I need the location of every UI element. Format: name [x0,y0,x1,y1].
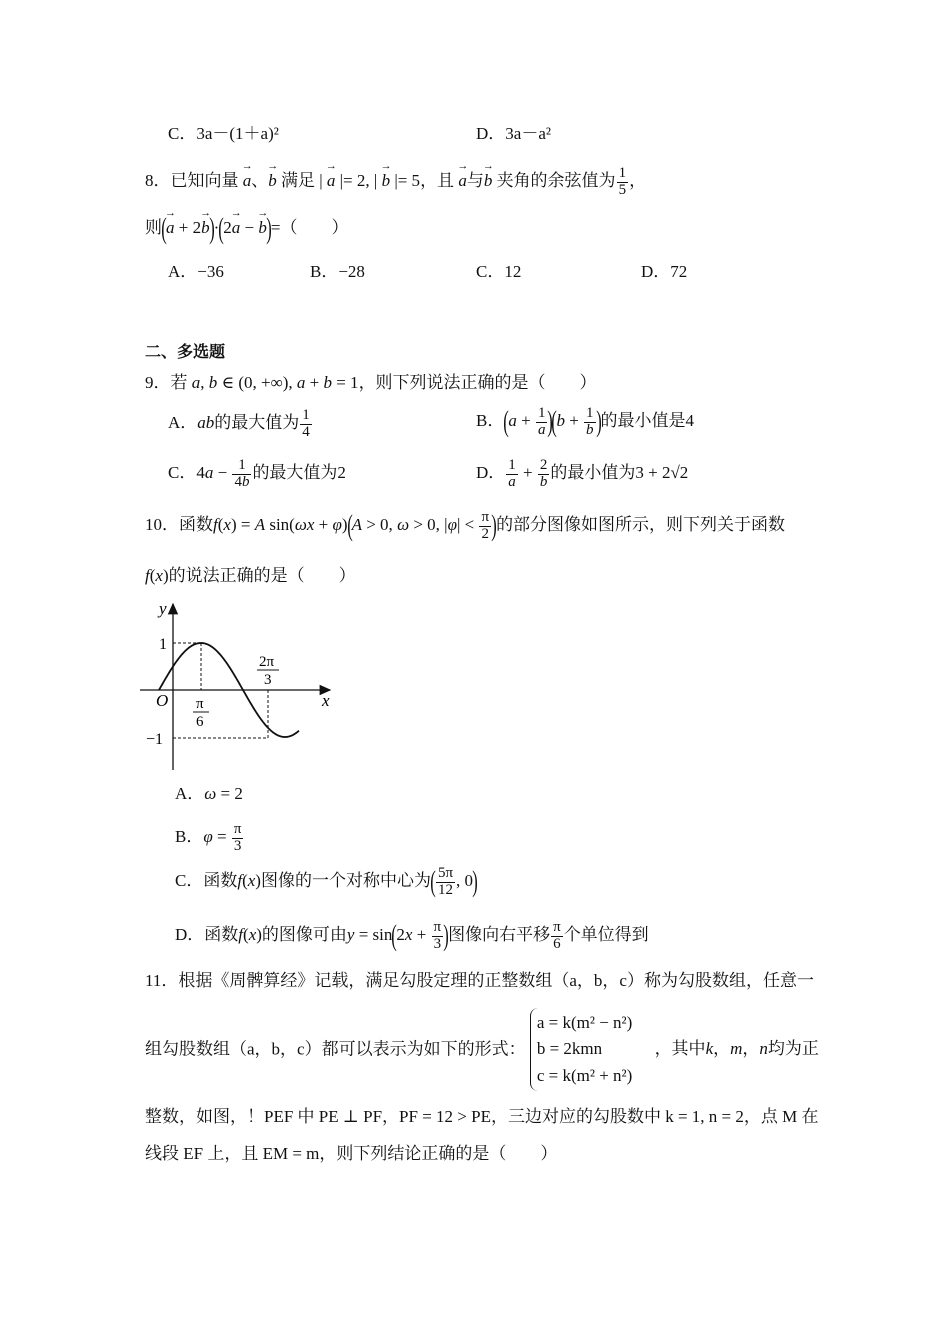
q7-option-d: D．3a－a² [476,124,551,143]
tick-pi6-num: π [196,696,204,712]
q10-option-b: B．φ = $\frac{\pi}{3}$ [175,821,242,854]
tick-pi6-den: 6 [196,714,204,730]
tick-neg1: −1 [146,731,164,748]
q8-stem-line1: 8．已知向量 → a、→ b 满足 | → a |= 2, | → b |= 5，且 → a与→ b 夹角的余弦值为 $\frac{1}{5}$ ， [145,166,646,199]
q8-option-b: B．−28 [310,262,365,281]
q11-stem-line2: 组勾股数组（a，b，c）都可以表示为如下的形式： a = k(m² − n²) b = 2kmn c = k(m² + n²) ，其中k，m，n均为正 [145,1008,819,1091]
q11-stem-line1: 11．根据《周髀算经》记载，满足勾股定理的正整数组（a，b，c）称为勾股数组，任意一 [145,971,814,990]
section-heading: 二、多选题 [145,342,226,361]
q9-option-a: A．ab的最大值为 $\frac{1}{4}$ [168,407,310,440]
q10-option-d: D．函数f(x)的图像可由y = sin(2x + $\frac{\pi}{3}$ )图像向右平移 $\frac{\pi}{6}$ 个单位得到 [175,919,649,953]
tick-1: 1 [159,636,167,653]
q11-stem-line3: 整数，如图，！PEF 中 PE ⊥ PF，PF = 12 > PE，三边对应的勾股数中 k = 1, n = 2，点 M 在 [145,1107,819,1126]
pythagorean-system: a = k(m² − n²) b = 2kmn c = k(m² + n²) [530,1008,632,1091]
tick-2pi3-num: 2π [259,654,275,670]
q10-option-a: A．ω = 2 [175,784,243,803]
q8-option-a: A．−36 [168,262,224,281]
y-axis-label: y [159,599,167,618]
q10-sine-graph [140,598,340,778]
q9-stem: 9．若 a, b ∈ (0, +∞), a + b = 1，则下列说法正确的是（ ） [145,373,597,392]
q11-stem-line4: 线段 EF 上，且 EM = m，则下列结论正确的是（ ） [145,1144,558,1163]
q10-stem-line1: 10．函数f(x) = A sin(ωx + φ)(A > 0, ω > 0, |φ| < $\frac{\pi}{2}$ )的部分图像如图所示，则下列关于函数 [145,509,786,543]
q9-option-c: C．4a − $\frac{1}{4b}$ 的最大值为2 [168,457,346,490]
q10-stem-line2: f(x)的说法正确的是（ ） [145,566,356,585]
x-axis-label: x [322,691,330,710]
tick-2pi3-den: 3 [264,672,272,688]
q9-option-b: B．(a + $\frac{1}{a}$ )(b + $\frac{1}{b}$ )的最小值是4 [476,405,695,439]
q9-option-d: D． $\frac{1}{a}$ + $\frac{2}{b}$ 的最小值为3 + 2√2 [476,457,689,490]
q10-option-c: C．函数f(x)图像的一个对称中心为( $\frac{5\pi}{12}$ , 0) [175,865,478,899]
q8-option-d: D．72 [641,262,688,281]
origin-label: O [156,691,169,710]
q8-stem-line2: 则(→ a + 2→ b)·(2→ a − → b)=（ ） [145,214,348,244]
q7-option-c: C．3a－(1＋a)² [168,124,279,143]
q8-cos-fraction: $\frac{1}{5}$ [618,165,627,198]
q8-option-c: C．12 [476,262,522,281]
